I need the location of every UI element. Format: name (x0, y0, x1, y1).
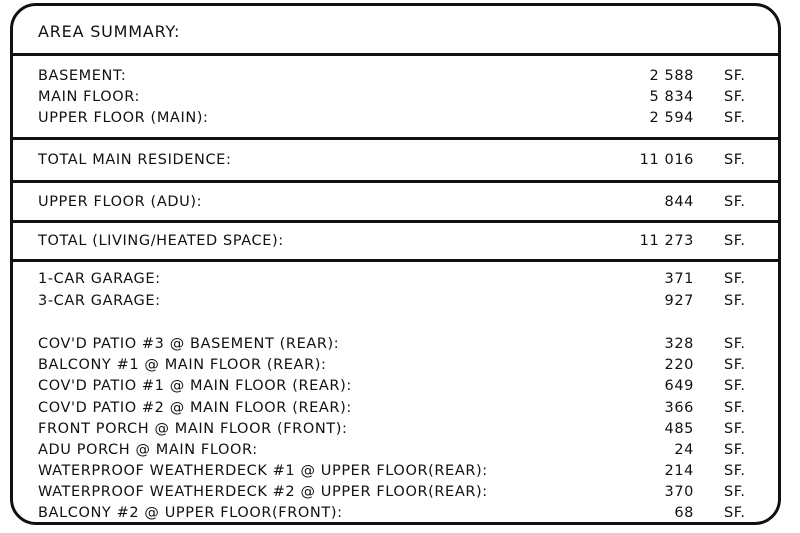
row-unit: SF. (724, 505, 746, 521)
row-value: 5 834 (649, 89, 694, 105)
row-value: 11 016 (639, 152, 694, 168)
row-label: 1-CAR GARAGE: (38, 271, 161, 287)
row-unit: SF. (724, 463, 746, 479)
row-unit: SF. (724, 421, 746, 437)
row-value: 485 (664, 421, 694, 437)
area-summary-table (10, 3, 781, 525)
table-row (13, 484, 778, 504)
row-value: 371 (664, 271, 694, 287)
row-unit: SF. (724, 152, 746, 168)
row-unit: SF. (724, 293, 746, 309)
row-unit: SF. (724, 68, 746, 84)
row-unit: SF. (724, 194, 746, 210)
row-label: BALCONY #1 @ MAIN FLOOR (REAR): (38, 357, 327, 373)
row-value: 220 (664, 357, 694, 373)
table-row (13, 110, 778, 130)
divider (13, 180, 778, 183)
row-label: COV'D PATIO #2 @ MAIN FLOOR (REAR): (38, 400, 352, 416)
table-row (13, 421, 778, 441)
row-unit: SF. (724, 336, 746, 352)
row-value: 68 (674, 505, 694, 521)
table-row (13, 271, 778, 291)
row-label: MAIN FLOOR: (38, 89, 141, 105)
row-value: 214 (664, 463, 694, 479)
row-value: 649 (664, 378, 694, 394)
row-label: TOTAL MAIN RESIDENCE: (38, 152, 232, 168)
row-value: 2 588 (649, 68, 694, 84)
row-unit: SF. (724, 233, 746, 249)
row-value: 328 (664, 336, 694, 352)
table-row (13, 68, 778, 88)
row-value: 366 (664, 400, 694, 416)
row-label: UPPER FLOOR (ADU): (38, 194, 203, 210)
row-label: TOTAL (LIVING/HEATED SPACE): (38, 233, 284, 249)
divider (13, 220, 778, 223)
table-title: AREA SUMMARY: (38, 22, 181, 41)
row-value: 927 (664, 293, 694, 309)
row-value: 24 (674, 442, 694, 458)
table-row (13, 194, 778, 214)
row-label: UPPER FLOOR (MAIN): (38, 110, 209, 126)
table-row (13, 357, 778, 377)
table-row (13, 442, 778, 462)
table-row (13, 233, 778, 253)
table-row (13, 505, 778, 525)
row-unit: SF. (724, 442, 746, 458)
table-row (13, 336, 778, 356)
row-value: 370 (664, 484, 694, 500)
row-label: WATERPROOF WEATHERDECK #2 @ UPPER FLOOR(REAR): (38, 484, 488, 500)
row-label: FRONT PORCH @ MAIN FLOOR (FRONT): (38, 421, 348, 437)
table-row (13, 378, 778, 398)
table-row (13, 152, 778, 172)
table-row (13, 400, 778, 420)
divider (13, 53, 778, 56)
table-row (13, 89, 778, 109)
row-label: 3-CAR GARAGE: (38, 293, 161, 309)
table-row (13, 293, 778, 313)
row-label: COV'D PATIO #3 @ BASEMENT (REAR): (38, 336, 340, 352)
row-unit: SF. (724, 357, 746, 373)
row-unit: SF. (724, 271, 746, 287)
divider (13, 259, 778, 262)
divider (13, 137, 778, 140)
row-label: BASEMENT: (38, 68, 127, 84)
row-value: 2 594 (649, 110, 694, 126)
row-label: WATERPROOF WEATHERDECK #1 @ UPPER FLOOR(REAR): (38, 463, 488, 479)
table-row (13, 463, 778, 483)
row-unit: SF. (724, 89, 746, 105)
row-unit: SF. (724, 400, 746, 416)
row-unit: SF. (724, 484, 746, 500)
row-value: 11 273 (639, 233, 694, 249)
row-unit: SF. (724, 110, 746, 126)
row-label: ADU PORCH @ MAIN FLOOR: (38, 442, 258, 458)
row-unit: SF. (724, 378, 746, 394)
row-value: 844 (664, 194, 694, 210)
row-label: BALCONY #2 @ UPPER FLOOR(FRONT): (38, 505, 343, 521)
row-label: COV'D PATIO #1 @ MAIN FLOOR (REAR): (38, 378, 352, 394)
